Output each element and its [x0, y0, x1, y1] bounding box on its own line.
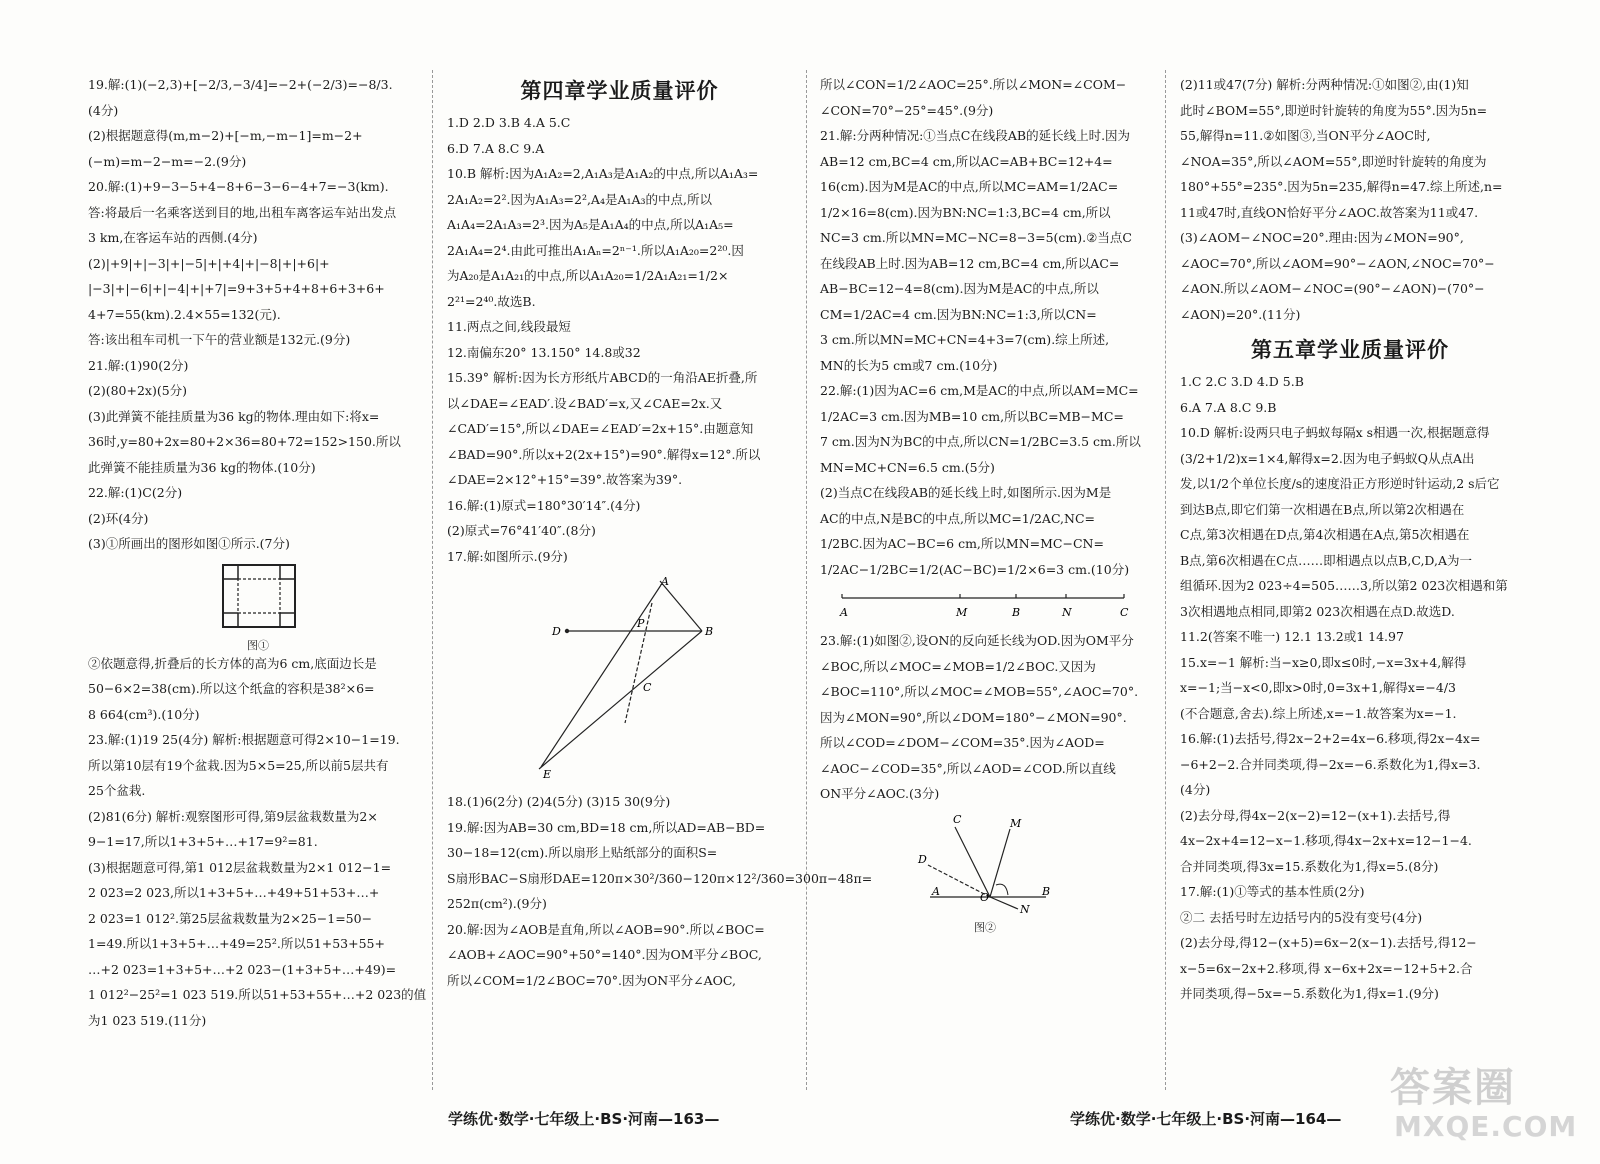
answer-line: 20.解:因为∠AOB是直角,所以∠AOB=90°.所以∠BOC=: [447, 921, 765, 937]
answer-line: 10.D 解析:设两只电子蚂蚁每隔x s相遇一次,根据题意得: [1180, 425, 1490, 440]
answer-line: 组循环.因为2 023÷4=505……3,所以第2 023次相遇和第: [1180, 578, 1508, 593]
answer-column-4: [1180, 72, 1520, 1007]
answer-line: (不合题意,舍去).综上所述,x=−1.故答案为x=−1.: [1180, 705, 1457, 721]
answer-line: (4分): [1180, 782, 1211, 797]
answer-column-3: [820, 72, 1150, 935]
answer-line: x=−1;当−x<0,即x>0时,0=3x+1,解得x=−4/3: [1180, 680, 1456, 695]
answer-line: (3)①所画出的图形如图①所示.(7分): [88, 536, 290, 551]
answer-line: 19.解:(1)(−2,3)+[−2/3,−3/4]=−2+(−2/3)=−8/3.: [88, 77, 393, 92]
answer-line: 6.A 7.A 8.C 9.B: [1180, 399, 1277, 415]
segment-figure-22: [820, 586, 1150, 624]
answer-line: 3 km,在客运车站的西侧.(4分): [88, 230, 258, 245]
answer-line: 30−18=12(cm).所以扇形上贴纸部分的面积S=: [447, 845, 718, 860]
answer-line: 21.解:(1)90(2分): [88, 357, 189, 373]
answer-line: (3/2+1/2)x=1×4,解得x=2.因为电子蚂蚁Q从点A出: [1180, 450, 1475, 466]
answer-line: NC=3 cm.所以MN=MC−NC=8−3=5(cm).②当点C: [820, 230, 1132, 245]
figure-2-caption: 图②: [974, 920, 996, 934]
answer-line: 1/2AC=3 cm.因为MB=10 cm,所以BC=MB−MC=: [820, 408, 1124, 424]
watermark-bottom-text: MXQE.COM: [1394, 1110, 1578, 1143]
label-A: A: [661, 575, 669, 588]
answer-line: AC的中点,N是BC的中点,所以MC=1/2AC,NC=: [820, 510, 1096, 526]
answer-line: 252π(cm²).(9分): [447, 896, 547, 911]
answer-line: 36时,y=80+2x=80+2×36=80+72=152>150.所以: [88, 434, 401, 449]
answer-line: 2A₁A₂=2².因为A₁A₃=2²,A₄是A₁A₃的中点,所以: [447, 191, 713, 207]
answer-line: AB=12 cm,BC=4 cm,所以AC=AB+BC=12+4=: [820, 153, 1113, 169]
answer-line: 21.解:分两种情况:①当点C在线段AB的延长线上时.因为: [820, 128, 1131, 143]
answer-line: 20.解:(1)+9−3−5+4−8+6−3−6−4+7=−3(km).: [88, 179, 389, 194]
geometry-figure-17: [447, 573, 792, 785]
page-footer-164: 学练优·数学·七年级上·BS·河南—164—: [1070, 1110, 1342, 1128]
answer-line: (4分): [88, 102, 119, 118]
answer-line: 3次相遇地点相同,即第2 023次相遇在点D.故选D.: [1180, 603, 1455, 619]
figure-22: [820, 586, 1150, 624]
answer-line: ∠BOC=110°,所以∠MOC=∠MOB=55°,∠AOC=70°.: [820, 684, 1139, 699]
answer-line: 19.解:因为AB=30 cm,BD=18 cm,所以AD=AB−BD=: [447, 819, 766, 835]
answer-line: 1.C 2.C 3.D 4.D 5.B: [1180, 374, 1304, 389]
answer-line: 22.解:(1)因为AC=6 cm,M是AC的中点,所以AM=MC=: [820, 383, 1139, 398]
answer-line: AB−BC=12−4=8(cm).因为M是AC的中点,所以: [820, 281, 1099, 296]
answer-line: 2²¹=2⁴⁰.故选B.: [447, 293, 536, 309]
answer-line: MN的长为5 cm或7 cm.(10分): [820, 357, 998, 373]
watermark-logo: [1390, 1056, 1578, 1156]
answer-line: ∠NOA=35°,所以∠AOM=55°,即逆时针旋转的角度为: [1180, 153, 1487, 169]
answer-line: 2A₁A₄=2⁴.由此可推出A₁Aₙ=2ⁿ⁻¹.所以A₁A₂₀=2²⁰.因: [447, 242, 744, 258]
answer-line: S扇形BAC−S扇形DAE=120π×30²/360−120π×12²/360=300π−48π=: [447, 870, 873, 886]
answer-line: (2)11或47(7分) 解析:分两种情况:①如图②,由(1)知: [1180, 77, 1469, 92]
answer-line: 所以∠COD=∠DOM−∠COM=35°.因为∠AOD=: [820, 735, 1105, 750]
answer-line: |−3|+|−6|+|−4|+|+7|=9+3+5+4+8+6+3+6+: [88, 281, 385, 296]
answer-line: 11或47时,直线ON恰好平分∠AOC.故答案为11或47.: [1180, 204, 1479, 220]
answer-line: 16(cm).因为M是AC的中点,所以MC=AM=1/2AC=: [820, 179, 1119, 194]
answer-line: 23.解:(1)19 25(4分) 解析:根据题意可得2×10−1=19.: [88, 732, 400, 747]
answer-line: 4x−2x+4=12−x−1.移项,得4x−2x+x=12−1−4.: [1180, 833, 1472, 848]
answer-line: 1.D 2.D 3.B 4.A 5.C: [447, 115, 571, 130]
answer-line: 10.B 解析:因为A₁A₂=2,A₁A₃是A₁A₂的中点,所以A₁A₃=: [447, 166, 759, 181]
answer-line: 15.39° 解析:因为长方形纸片ABCD的一角沿AE折叠,所: [447, 370, 758, 385]
answer-line: 16.解:(1)去括号,得2x−2+2=4x−6.移项,得2x−4x=: [1180, 731, 1481, 746]
answer-line: 7 cm.因为N为BC的中点,所以CN=1/2BC=3.5 cm.所以: [820, 434, 1141, 449]
label-C: C: [1120, 606, 1129, 619]
label-A: A: [840, 606, 848, 619]
answer-line: (3)根据题意可得,第1 012层盆栽数量为2×1 012−1=: [88, 859, 392, 875]
label-C: C: [643, 681, 652, 694]
answer-line: (2)去分母,得12−(x+5)=6x−2(x−1).去括号,得12−: [1180, 935, 1477, 950]
answer-line: (2)原式=76°41′40″.(8分): [447, 523, 596, 538]
label-E: E: [543, 768, 552, 781]
box-net-diagram: [88, 561, 418, 633]
answer-line: 3 cm.所以MN=MC+CN=4+3=7(cm).综上所述,: [820, 332, 1110, 347]
figure-2-angles: [820, 811, 1150, 934]
answer-line: 1 012²−25²=1 023 519.所以51+53+55+…+2 023的值: [88, 987, 427, 1002]
answer-column-1: [88, 72, 427, 1033]
answer-line: 此弹簧不能挂质量为36 kg的物体.(10分): [88, 459, 316, 475]
answer-line: (2)81(6分) 解析:观察图形可得,第9层盆栽数量为2×: [88, 808, 378, 824]
label-M: M: [956, 606, 968, 619]
answer-line: ∠AOC−∠COD=35°,所以∠AOD=∠COD.所以直线: [820, 760, 1116, 776]
answer-line: 180°+55°=235°.因为5n=235,解得n=47.综上所述,n=: [1180, 179, 1503, 194]
answer-line: 1/2AC−1/2BC=1/2(AC−BC)=1/2×6=3 cm.(10分): [820, 561, 1130, 577]
answer-line: (2)根据题意得(m,m−2)+[−m,−m−1]=m−2+: [88, 128, 363, 143]
answer-line: 16.解:(1)原式=180°30′14″.(4分): [447, 497, 641, 513]
answer-line: 23.解:(1)如图②,设ON的反向延长线为OD.因为OM平分: [820, 633, 1134, 648]
label-P: P: [637, 617, 645, 630]
answer-line: −6+2−2.合并同类项,得−2x=−6.系数化为1,得x=3.: [1180, 756, 1481, 772]
answer-line: x−5=6x−2x+2.移项,得 x−6x+2x=−12+5+2.合: [1180, 960, 1473, 976]
answer-line: 50−6×2=38(cm).所以这个纸盒的容积是38²×6=: [88, 681, 375, 696]
label-M: M: [1010, 816, 1022, 830]
figure-17: [447, 573, 792, 785]
answer-line: 此时∠BOM=55°,即逆时针旋转的角度为55°.因为5n=: [1180, 102, 1488, 118]
answer-line: (2)(80+2x)(5分): [88, 383, 188, 398]
column-divider: [1165, 70, 1166, 1090]
answer-line: 1/2BC.因为AC−BC=6 cm,所以MN=MC−CN=: [820, 536, 1104, 551]
answer-line: 17.解:如图所示.(9分): [447, 548, 568, 564]
answer-line: 22.解:(1)C(2分): [88, 485, 183, 500]
answer-line: ∠AOC=70°,所以∠AOM=90°−∠AON,∠NOC=70°−: [1180, 255, 1495, 271]
answer-line: 2 023=1 012².第25层盆栽数量为2×25−1=50−: [88, 910, 373, 926]
figure-1-caption: 图①: [247, 638, 269, 652]
answer-line: 9−1=17,所以1+3+5+…+17=9²=81.: [88, 834, 318, 849]
answer-line: 发,以1/2个单位长度/s的速度沿正方形逆时针运动,2 s后它: [1180, 476, 1500, 491]
answer-line: ∠BAD=90°.所以x+2(2x+15°)=90°.解得x=12°.所以: [447, 446, 761, 462]
answer-line: A₁A₄=2A₁A₃=2³.因为A₅是A₁A₄的中点,所以A₁A₅=: [447, 217, 734, 232]
answer-line: 所以第10层有19个盆栽.因为5×5=25,所以前5层共有: [88, 757, 389, 773]
answer-line: 17.解:(1)①等式的基本性质(2分): [1180, 884, 1365, 899]
label-N: N: [1062, 606, 1072, 619]
watermark-top-text: 答案圈: [1390, 1065, 1516, 1111]
answer-line: ∠CAD′=15°,所以∠DAE=∠EAD′=2x+15°.由题意知: [447, 421, 754, 436]
label-O: O: [980, 890, 990, 904]
answer-line: ON平分∠AOC.(3分): [820, 786, 940, 801]
answer-line: (−m)=m−2−m=−2.(9分): [88, 153, 247, 169]
answer-line: 为A₂₀是A₁A₂₁的中点,所以A₁A₂₀=1/2A₁A₂₁=1/2×: [447, 268, 729, 283]
answer-line: 25个盆栽.: [88, 783, 146, 798]
answer-line: ∠DAE=2×12°+15°=39°.故答案为39°.: [447, 472, 683, 487]
figure-1-box-net: [88, 561, 418, 652]
answer-line: 1=49.所以1+3+5+…+49=25².所以51+53+55+: [88, 936, 385, 951]
answer-line: ∠AOB+∠AOC=90°+50°=140°.因为OM平分∠BOC,: [447, 947, 762, 962]
answer-line: 12.南偏东20° 13.150° 14.8或32: [447, 344, 641, 360]
answer-line: (3)∠AOM−∠NOC=20°.理由:因为∠MON=90°,: [1180, 230, 1464, 245]
answer-line: (2)|+9|+|−3|+|−5|+|+4|+|−8|+|+6|+: [88, 255, 330, 271]
answer-line: 18.(1)6(2分) (2)4(5分) (3)15 30(9分): [447, 794, 671, 809]
answer-line: MN=MC+CN=6.5 cm.(5分): [820, 459, 995, 475]
label-D: D: [918, 852, 927, 866]
answer-line: 6.D 7.A 8.C 9.A: [447, 140, 545, 156]
answer-line: ②依题意得,折叠后的长方体的高为6 cm,底面边长是: [88, 655, 377, 671]
answer-line: 合并同类项,得3x=15.系数化为1,得x=5.(8分): [1180, 858, 1439, 874]
page-footer-163: 学练优·数学·七年级上·BS·河南—163—: [448, 1110, 720, 1128]
answer-line: 55,解得n=11.②如图③,当ON平分∠AOC时,: [1180, 128, 1431, 143]
answer-line: 15.x=−1 解析:当−x≥0,即x≤0时,−x=3x+4,解得: [1180, 654, 1467, 670]
answer-line: ∠CON=70°−25°=45°.(9分): [820, 102, 994, 118]
answer-line: 答:将最后一名乘客送到目的地,出租车离客运车站出发点: [88, 204, 397, 220]
answer-line: 4+7=55(km).2.4×55=132(元).: [88, 306, 281, 322]
answer-line: 并同类项,得−5x=−5.系数化为1,得x=1.(9分): [1180, 986, 1439, 1001]
answer-line: 8 664(cm³).(10分): [88, 706, 200, 722]
angle-figure-2: [820, 811, 1150, 915]
answer-line: 在线段AB上时.因为AB=12 cm,BC=4 cm,所以AC=: [820, 255, 1120, 271]
label-D: D: [552, 625, 561, 638]
spread-divider: [806, 70, 807, 1090]
answer-line: (2)环(4分): [88, 510, 149, 526]
label-B: B: [1012, 606, 1021, 619]
answer-line: 11.2(答案不唯一) 12.1 13.2或1 14.97: [1180, 629, 1404, 644]
answer-line: 11.两点之间,线段最短: [447, 319, 571, 334]
answer-line: C点,第3次相遇在D点,第4次相遇在A点,第5次相遇在: [1180, 527, 1470, 542]
answer-line: 1/2×16=8(cm).因为BN:NC=1:3,BC=4 cm,所以: [820, 204, 1111, 220]
answer-line: 因为∠MON=90°,所以∠DOM=180°−∠MON=90°.: [820, 709, 1127, 725]
answer-line: 2 023=2 023,所以1+3+5+…+49+51+53+…+: [88, 885, 380, 900]
answer-line: B点,第6次相遇在C点……即相遇点以点B,C,D,A为一: [1180, 552, 1473, 568]
answer-line: 为1 023 519.(11分): [88, 1012, 207, 1028]
label-N: N: [1020, 902, 1030, 916]
answer-line: 所以∠CON=1/2∠AOC=25°.所以∠MON=∠COM−: [820, 77, 1127, 92]
answer-line: ∠BOC,所以∠MOC=∠MOB=1/2∠BOC.又因为: [820, 658, 1096, 674]
answer-line: ∠AON)=20°.(11分): [1180, 306, 1301, 322]
answer-line: ∠AON.所以∠AOM−∠NOC=(90°−∠AON)−(70°−: [1180, 281, 1485, 296]
answer-line: (2)当点C在线段AB的延长线上时,如图所示.因为M是: [820, 485, 1112, 500]
label-C: C: [953, 812, 962, 826]
answer-line: 所以∠COM=1/2∠BOC=70°.因为ON平分∠AOC,: [447, 972, 737, 988]
column-divider: [432, 70, 433, 1090]
answer-line: (2)去分母,得4x−2(x−2)=12−(x+1).去括号,得: [1180, 807, 1451, 823]
chapter-4-title: 第四章学业质量评价: [520, 79, 719, 103]
label-B: B: [705, 625, 714, 638]
answer-column-2: [447, 72, 873, 993]
chapter-5-title: 第五章学业质量评价: [1251, 338, 1449, 362]
answer-line: CM=1/2AC=4 cm.因为BN:NC=1:3,所以CN=: [820, 306, 1097, 322]
answer-line: ②二 去括号时左边括号内的5没有变号(4分): [1180, 909, 1423, 925]
label-A: A: [932, 884, 940, 898]
answer-line: (3)此弹簧不能挂质量为36 kg的物体.理由如下:将x=: [88, 408, 380, 424]
answer-line: 答:该出租车司机一下午的营业额是132元.(9分): [88, 332, 351, 347]
label-B: B: [1042, 884, 1051, 898]
answer-line: 以∠DAE=∠EAD′.设∠BAD′=x,又∠CAE=2x.又: [447, 395, 723, 411]
answer-line: 到达B点,即它们第一次相遇在B点,所以第2次相遇在: [1180, 501, 1465, 517]
answer-line: …+2 023=1+3+5+…+2 023−(1+3+5+…+49)=: [88, 961, 397, 977]
